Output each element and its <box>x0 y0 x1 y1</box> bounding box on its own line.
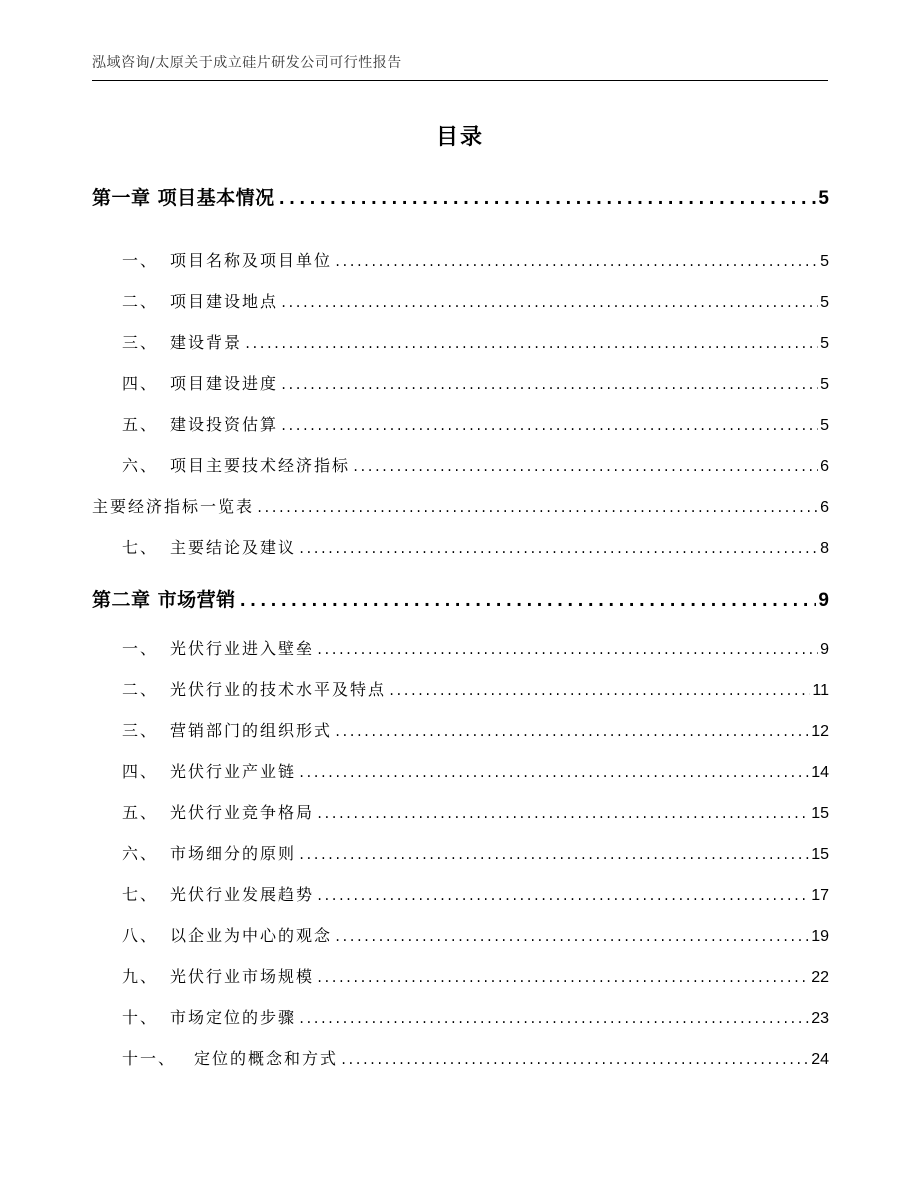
toc-entry-number: 七、 <box>122 885 159 904</box>
toc-entry-label: 建设投资估算 <box>170 415 279 434</box>
toc-entry-number: 六、 <box>122 456 159 475</box>
toc-leader-dots <box>334 930 809 944</box>
toc-leader-dots <box>352 460 818 474</box>
toc-entry-label: 以企业为中心的观念 <box>170 926 333 945</box>
toc-page-number: 23 <box>811 1010 829 1027</box>
toc-entry-number: 三、 <box>122 333 159 352</box>
toc-entry-number: 七、 <box>122 538 159 557</box>
toc-leader-dots <box>340 1053 809 1067</box>
toc-leader-dots <box>238 591 817 611</box>
toc-leader-dots <box>334 725 809 739</box>
toc-entry-label: 营销部门的组织形式 <box>170 721 333 740</box>
toc-entry[interactable] <box>122 718 829 741</box>
toc-entry-label: 光伏行业市场规模 <box>170 967 315 986</box>
toc-entry-number: 五、 <box>122 803 159 822</box>
running-header: 泓域咨询/太原关于成立硅片研发公司可行性报告 <box>92 55 402 71</box>
toc-entry-label: 光伏行业竞争格局 <box>170 803 315 822</box>
toc-page-number: 14 <box>811 764 829 781</box>
toc-page-number: 8 <box>820 540 829 557</box>
toc-entry-number: 六、 <box>122 844 159 863</box>
toc-entry-label: 光伏行业产业链 <box>170 762 297 781</box>
toc-entry-number: 一、 <box>122 251 159 270</box>
toc-entry[interactable] <box>122 677 829 700</box>
toc-page-number: 22 <box>811 969 829 986</box>
toc-entry-number: 八、 <box>122 926 159 945</box>
toc-entry-label: 定位的概念和方式 <box>194 1049 339 1068</box>
toc-entry-number: 二、 <box>122 292 159 311</box>
toc-leader-dots <box>256 501 818 515</box>
toc-entry-label: 光伏行业进入壁垒 <box>170 639 315 658</box>
toc-entry[interactable] <box>122 923 829 946</box>
toc-page-number: 5 <box>820 417 829 434</box>
toc-leader-dots <box>298 1012 809 1026</box>
toc-page-number: 9 <box>818 590 829 611</box>
toc-entry-number: 五、 <box>122 415 159 434</box>
toc-leader-dots <box>316 643 818 657</box>
toc-page-number: 12 <box>811 723 829 740</box>
toc-page-number: 9 <box>820 641 829 658</box>
toc-leader-dots <box>316 971 809 985</box>
toc-entry[interactable] <box>122 1046 829 1069</box>
toc-page-number: 6 <box>820 499 829 516</box>
toc-chapter-label: 第一章 项目基本情况 <box>92 187 275 209</box>
toc-leader-dots <box>244 337 818 351</box>
toc-leader-dots <box>280 378 818 392</box>
toc-page-number: 17 <box>811 887 829 904</box>
toc-entry-label: 项目建设地点 <box>170 292 279 311</box>
toc-leader-dots <box>277 189 817 209</box>
toc-entry[interactable] <box>122 535 829 558</box>
toc-page-number: 5 <box>820 294 829 311</box>
toc-entry-label: 项目建设进度 <box>170 374 279 393</box>
toc-entry-label: 项目主要技术经济指标 <box>170 456 351 475</box>
toc-entry[interactable] <box>122 330 829 353</box>
toc-entry[interactable] <box>122 412 829 435</box>
toc-leader-dots <box>280 296 818 310</box>
toc-entry[interactable] <box>122 248 829 271</box>
toc-entry[interactable] <box>122 636 829 659</box>
toc-page-number: 19 <box>811 928 829 945</box>
toc-entry-number: 十、 <box>122 1008 159 1027</box>
toc-entry-number: 九、 <box>122 967 159 986</box>
toc-entry[interactable] <box>122 759 829 782</box>
toc-entry[interactable] <box>122 371 829 394</box>
toc-entry-label: 主要经济指标一览表 <box>92 497 255 516</box>
toc-page-number: 6 <box>820 458 829 475</box>
toc-entry-label: 光伏行业的技术水平及特点 <box>170 680 387 699</box>
toc-entry-label: 光伏行业发展趋势 <box>170 885 315 904</box>
toc-entry-number: 一、 <box>122 639 159 658</box>
toc-page-number: 24 <box>811 1051 829 1068</box>
toc-leader-dots <box>298 542 818 556</box>
toc-entry-label: 市场定位的步骤 <box>170 1008 297 1027</box>
toc-entry[interactable] <box>122 882 829 905</box>
toc-chapter-label: 第二章 市场营销 <box>92 589 236 611</box>
toc-page-number: 15 <box>811 846 829 863</box>
toc-entry-number: 二、 <box>122 680 159 699</box>
toc-entry[interactable] <box>122 964 829 987</box>
toc-entry[interactable] <box>122 841 829 864</box>
toc-page-number: 11 <box>812 682 829 699</box>
toc-entry-table[interactable] <box>92 494 829 517</box>
toc-entry[interactable] <box>122 1005 829 1028</box>
toc-chapter-2[interactable] <box>92 585 829 612</box>
toc-page-number: 15 <box>811 805 829 822</box>
toc-page-number: 5 <box>820 335 829 352</box>
header-divider <box>92 80 828 81</box>
toc-entry[interactable] <box>122 453 829 476</box>
toc-entry-number: 三、 <box>122 721 159 740</box>
toc-leader-dots <box>388 684 810 698</box>
toc-leader-dots <box>298 766 809 780</box>
toc-leader-dots <box>334 255 818 269</box>
toc-leader-dots <box>280 419 818 433</box>
toc-entry-label: 市场细分的原则 <box>170 844 297 863</box>
toc-entry[interactable] <box>122 800 829 823</box>
page-title: 目录 <box>435 125 484 150</box>
toc-page-number: 5 <box>818 188 829 209</box>
toc-entry-number: 四、 <box>122 374 159 393</box>
toc-entry-label: 主要结论及建议 <box>170 538 297 557</box>
toc-page-number: 5 <box>820 376 829 393</box>
toc-leader-dots <box>316 807 809 821</box>
toc-entry-number: 四、 <box>122 762 159 781</box>
toc-leader-dots <box>316 889 809 903</box>
toc-entry-label: 建设背景 <box>170 333 243 352</box>
toc-leader-dots <box>298 848 809 862</box>
toc-entry-label: 项目名称及项目单位 <box>170 251 333 270</box>
toc-entry-number: 十一、 <box>122 1049 177 1068</box>
toc-chapter-1[interactable] <box>92 183 829 210</box>
toc-page-number: 5 <box>820 253 829 270</box>
toc-entry[interactable] <box>122 289 829 312</box>
